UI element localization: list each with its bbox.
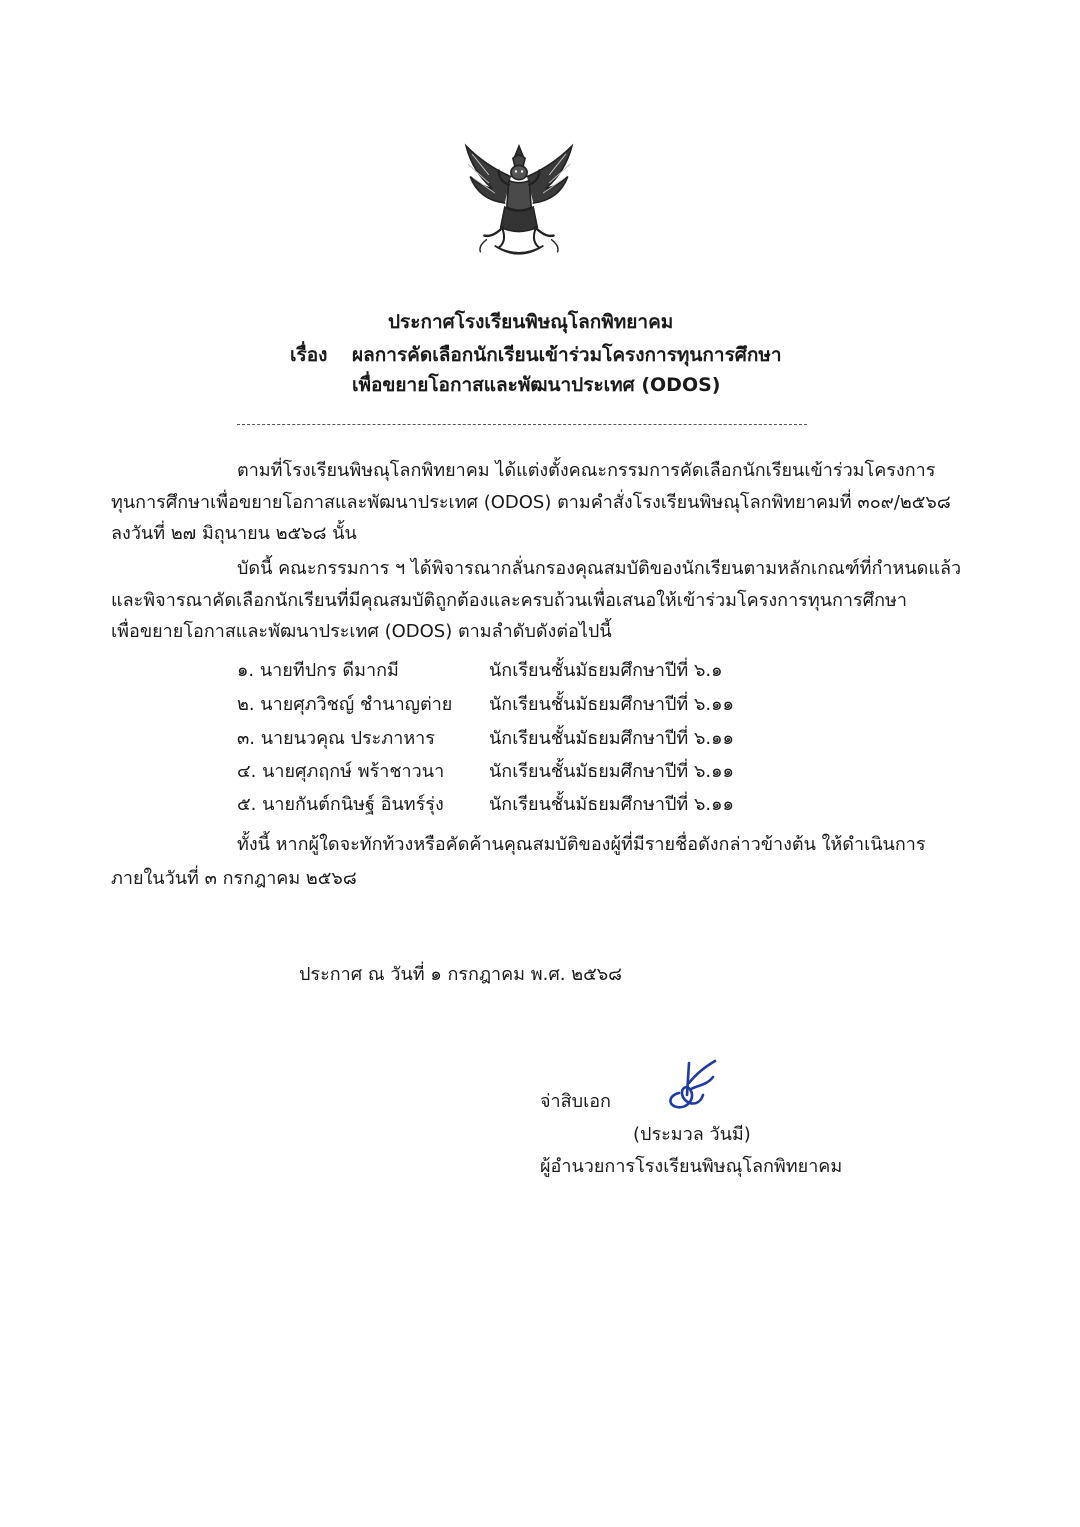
handwritten-signature bbox=[665, 1055, 720, 1113]
list-item bbox=[237, 790, 734, 819]
title-divider bbox=[237, 424, 807, 425]
list-item bbox=[237, 757, 734, 786]
para3-line2: ภายในวันที่ ๓ กรกฎาคม ๒๕๖๘ bbox=[111, 868, 357, 889]
list-item bbox=[237, 690, 734, 719]
student-name: ๒. นายศุภวิชญ์ ชำนาญต่าย bbox=[237, 694, 453, 715]
garuda-emblem-icon bbox=[458, 140, 580, 262]
signer-name: (ประมวล วันมี) bbox=[633, 1124, 751, 1145]
para3-line1: ทั้งนี้ หากผู้ใดจะทักท้วงหรือคัดค้านคุณสมบัติของผู้ที่มีรายชื่อดังกล่าวข้างต้น ให้ดำเนินการ bbox=[237, 834, 926, 855]
subject-line-2: เพื่อขยายโอกาสและพัฒนาประเทศ (ODOS) bbox=[352, 374, 721, 396]
student-name: ๓. นายนวคุณ ประภาหาร bbox=[237, 728, 435, 749]
announcement-title: ประกาศโรงเรียนพิษณุโลกพิทยาคม bbox=[388, 311, 674, 333]
para1-line3: ลงวันที่ ๒๗ มิถุนายน ๒๕๖๘ นั้น bbox=[111, 523, 357, 544]
list-item bbox=[237, 656, 723, 685]
para1-line1: ตามที่โรงเรียนพิษณุโลกพิทยาคม ได้แต่งตั้งคณะกรรมการคัดเลือกนักเรียนเข้าร่วมโครงการ bbox=[237, 460, 936, 481]
signer-rank: จ่าสิบเอก bbox=[540, 1091, 611, 1112]
student-level: นักเรียนชั้นมัธยมศึกษาปีที่ ๖.๑๑ bbox=[489, 794, 734, 815]
subject-line-1: ผลการคัดเลือกนักเรียนเข้าร่วมโครงการทุนการศึกษา bbox=[352, 344, 782, 366]
para2-line3: เพื่อขยายโอกาสและพัฒนาประเทศ (ODOS) ตามลำดับดังต่อไปนี้ bbox=[111, 621, 612, 642]
para2-line2: และพิจารณาคัดเลือกนักเรียนที่มีคุณสมบัติถูกต้องและครบถ้วนเพื่อเสนอให้เข้าร่วมโครงการทุนการศึกษา bbox=[111, 590, 907, 611]
subject-label: เรื่อง bbox=[290, 344, 328, 366]
student-level: นักเรียนชั้นมัธยมศึกษาปีที่ ๖.๑๑ bbox=[489, 728, 734, 749]
student-level: นักเรียนชั้นมัธยมศึกษาปีที่ ๖.๑๑ bbox=[489, 694, 734, 715]
signer-position: ผู้อำนวยการโรงเรียนพิษณุโลกพิทยาคม bbox=[540, 1156, 843, 1177]
student-level: นักเรียนชั้นมัธยมศึกษาปีที่ ๖.๑๑ bbox=[489, 761, 734, 782]
student-name: ๔. นายศุภฤกษ์ พร้าชาวนา bbox=[237, 761, 445, 782]
student-name: ๑. นายทีปกร ดีมากมี bbox=[237, 660, 399, 681]
student-level: นักเรียนชั้นมัธยมศึกษาปีที่ ๖.๑ bbox=[489, 660, 723, 681]
list-item bbox=[237, 724, 734, 753]
para1-line2: ทุนการศึกษาเพื่อขยายโอกาสและพัฒนาประเทศ (ODOS) ตามคำสั่งโรงเรียนพิษณุโลกพิทยาคมที่ ๓๐๙/๒๕๖๘ bbox=[111, 492, 951, 513]
student-name: ๕. นายกันต์กนิษฐ์ อินทร์รุ่ง bbox=[237, 794, 444, 815]
announcement-date: ประกาศ ณ วันที่ ๑ กรกฎาคม พ.ศ. ๒๕๖๘ bbox=[299, 964, 623, 985]
para2-line1: บัดนี้ คณะกรรมการ ฯ ได้พิจารณากลั่นกรองคุณสมบัติของนักเรียนตามหลักเกณฑ์ที่กำหนดแล้ว bbox=[237, 558, 962, 579]
